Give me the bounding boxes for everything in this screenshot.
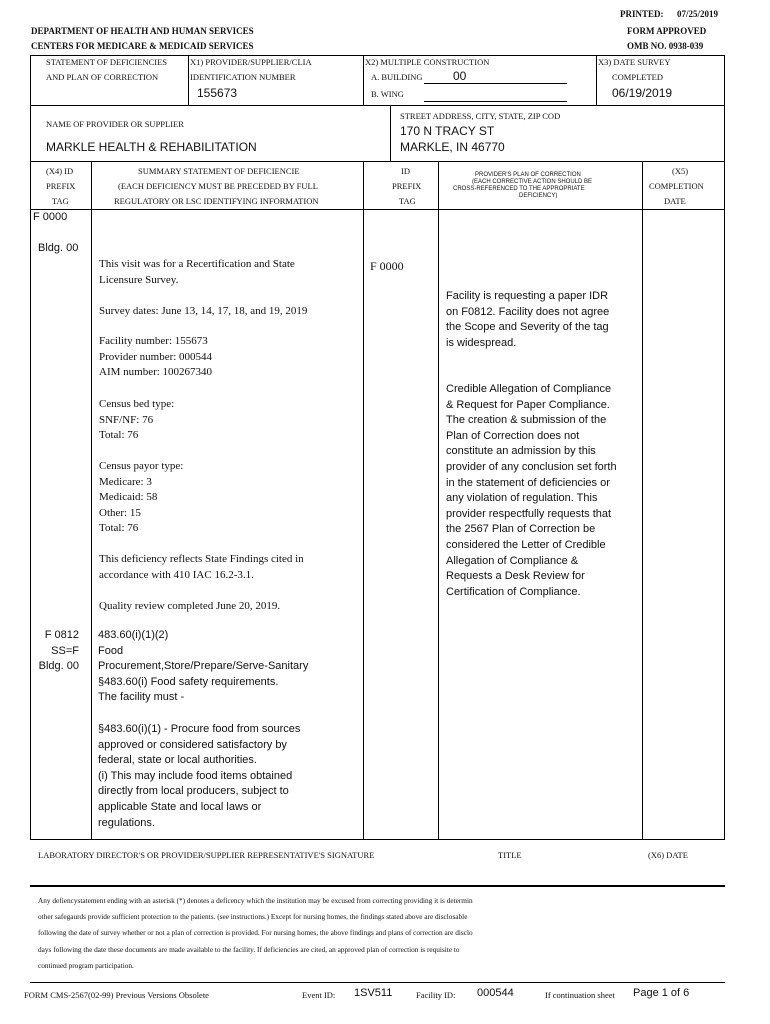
- dept-title: DEPARTMENT OF HEALTH AND HUMAN SERVICES: [31, 26, 254, 36]
- event-id-value: 1SV511: [354, 987, 393, 999]
- x4-head-2: PREFIX: [46, 181, 76, 191]
- signature-bottom-rule: [30, 885, 725, 887]
- event-id-label: Event ID:: [302, 990, 336, 1000]
- page-number: Page 1 of 6: [633, 987, 690, 999]
- summary-head-3: REGULATORY OR LSC IDENTIFYING INFORMATION: [114, 196, 319, 206]
- provider-name-value: MARKLE HEALTH & REHABILITATION: [46, 140, 257, 154]
- plan-head-2: (EACH CORRECTIVE ACTION SHOULD BE: [472, 179, 593, 185]
- statement-label-1: STATEMENT OF DEFICIENCIES: [46, 57, 168, 67]
- summary-facility-numbers: Facility number: 155673 Provider number: 000544 AIM number: 100267340: [99, 335, 213, 379]
- col-div-1: [91, 161, 92, 840]
- centers-title: CENTERS FOR MEDICARE & MEDICAID SERVICES: [31, 41, 254, 51]
- summary-quality-review: Quality review completed June 20, 2019.: [99, 600, 281, 612]
- building-label: A. BUILDING: [371, 72, 423, 82]
- facility-id-value: 000544: [477, 987, 514, 999]
- title-label: TITLE: [498, 850, 522, 860]
- address-line-1: 170 N TRACY ST: [400, 124, 495, 138]
- x4-head-3: TAG: [52, 196, 69, 206]
- summary-survey-dates: Survey dates: June 13, 14, 17, 18, and 19, 2019: [99, 305, 308, 317]
- table-bottom-rule: [30, 839, 725, 840]
- right-border: [724, 55, 725, 840]
- tag-f0812: F 0812 SS=F Bldg. 00: [38, 629, 79, 673]
- facility-id-label: Facility ID:: [416, 990, 456, 1000]
- id-head-2: PREFIX: [392, 181, 422, 191]
- x2-label: X2) MULTIPLE CONSTRUCTION: [365, 57, 490, 67]
- building-underline: [424, 83, 567, 84]
- summary-state-findings: This deficiency reflects State Findings cited in accordance with 410 IAC 16.2-3.1.: [99, 553, 304, 581]
- statement-label-2: AND PLAN OF CORRECTION: [46, 72, 159, 82]
- colhead-bottom-rule: [30, 209, 725, 210]
- header-row1-rule: [30, 105, 725, 106]
- x4-head-1: (X4) ID: [46, 166, 74, 176]
- wing-underline: [424, 101, 567, 102]
- header-top-rule: [30, 55, 725, 56]
- x1-label-2: IDENTIFICATION NUMBER: [190, 72, 296, 82]
- summary-head-1: SUMMARY STATEMENT OF DEFICIENCIE: [138, 166, 300, 176]
- header-div4: [390, 105, 391, 161]
- continuation-label: If continuation sheet: [545, 990, 615, 1000]
- plan-idr-request: Facility is requesting a paper IDR on F0812. Facility does not agree the Scope and Severity of the tag is widespread.: [446, 290, 610, 349]
- building-value: 00: [453, 69, 467, 83]
- x6-date-label: (X6) DATE: [648, 850, 688, 860]
- id-head-1: ID: [401, 166, 410, 176]
- summary-census-bed: Census bed type: SNF/NF: 76 Total: 76: [99, 398, 175, 442]
- tag-f0000: F 0000: [33, 211, 68, 223]
- plan-head-4: DEFICIENCY): [519, 193, 558, 199]
- form-approved: FORM APPROVED: [627, 26, 707, 36]
- x3-label-2: COMPLETED: [612, 72, 663, 82]
- omb-number: OMB NO. 0938-039: [627, 41, 704, 51]
- printed-date: 07/25/2019: [677, 9, 719, 19]
- summary-head-2: (EACH DEFICIENCY MUST BE PRECEDED BY FULL: [118, 181, 318, 191]
- address-label: STREET ADDRESS, CITY, STATE, ZIP COD: [400, 111, 561, 121]
- footer-rule: [30, 982, 725, 983]
- bldg-00: Bldg. 00: [38, 242, 79, 254]
- col-div-2: [363, 161, 364, 840]
- wing-label: B. WING: [371, 89, 404, 99]
- x5-head-2: COMPLETION: [649, 181, 704, 191]
- x5-head-3: DATE: [664, 196, 686, 206]
- header-div3: [596, 55, 597, 105]
- header-row2-rule: [30, 161, 725, 162]
- form-number: FORM CMS-2567(02-99) Previous Versions Obsolete: [24, 990, 209, 1000]
- x5-head-1: (X5): [672, 166, 689, 176]
- plan-credible-allegation: Credible Allegation of Compliance & Request for Paper Compliance. The creation & submission of the Plan of Correction does not constitute an admission by this provider of any conclusion set forth in the statement of deficiencies or any violation of regulation. This provider respectfully requests that the 2567 Plan of Correction be considered the Letter of Credible Allegation of Compliance & Requests a Desk Review for Certification of Compliance.: [446, 383, 617, 598]
- summary-visit: This visit was for a Recertification and State Licensure Survey.: [99, 258, 295, 286]
- summary-food-sources: §483.60(i)(1) - Procure food from sources approved or considered satisfactory by federal, state or local authorities. (i) This may include food items obtained directly from local producers, subject to applicable State and local laws or regulations.: [98, 723, 301, 829]
- x3-label-1: X3) DATE SURVEY: [598, 57, 671, 67]
- plan-head-3: CROSS-REFERENCED TO THE APPROPRIATE: [453, 186, 585, 192]
- summary-census-payor: Census payor type: Medicare: 3 Medicaid: 58 Other: 15 Total: 76: [99, 460, 184, 535]
- signature-label: LABORATORY DIRECTOR'S OR PROVIDER/SUPPLIER REPRESENTATIVE'S SIGNATURE: [38, 850, 375, 860]
- disclaimer-text: Any defiencystatement ending with an asterisk (*) denotes a deficency which the institution may be excused from correcting providing it is determin other safegaurds provide sufficient protection to the patients. (see instructions.) Except for nursing homes, the findings stated above are disclosable following the date of survey whether or not a plan of correction is provided. For nursing homes, the above findings and plans of correction are disclo days following the date these documents are made available to the facility. If deficiencies are cited, an approved plan of correction is requisite to continued program participation.: [38, 896, 473, 970]
- plan-head-1: PROVIDER'S PLAN OF CORRECTION: [475, 172, 581, 178]
- summary-food-procurement: 483.60(i)(1)(2) Food Procurement,Store/Prepare/Serve-Sanitary §483.60(i) Food safety requirements. The facility must -: [98, 629, 309, 704]
- provider-name-label: NAME OF PROVIDER OR SUPPLIER: [46, 119, 184, 129]
- header-div1: [188, 55, 189, 105]
- address-line-2: MARKLE, IN 46770: [400, 140, 505, 154]
- id-head-3: TAG: [399, 196, 416, 206]
- printed-label: PRINTED:: [620, 9, 664, 19]
- provider-id-value: 155673: [197, 86, 238, 100]
- left-border: [30, 55, 31, 840]
- x1-label-1: X1) PROVIDER/SUPPLIER/CLIA: [190, 57, 312, 67]
- col-div-3: [438, 161, 439, 840]
- header-div2: [363, 55, 364, 105]
- survey-date-value: 06/19/2019: [612, 86, 673, 100]
- id-tag-f0000: F 0000: [370, 259, 404, 273]
- col-div-4: [642, 161, 643, 840]
